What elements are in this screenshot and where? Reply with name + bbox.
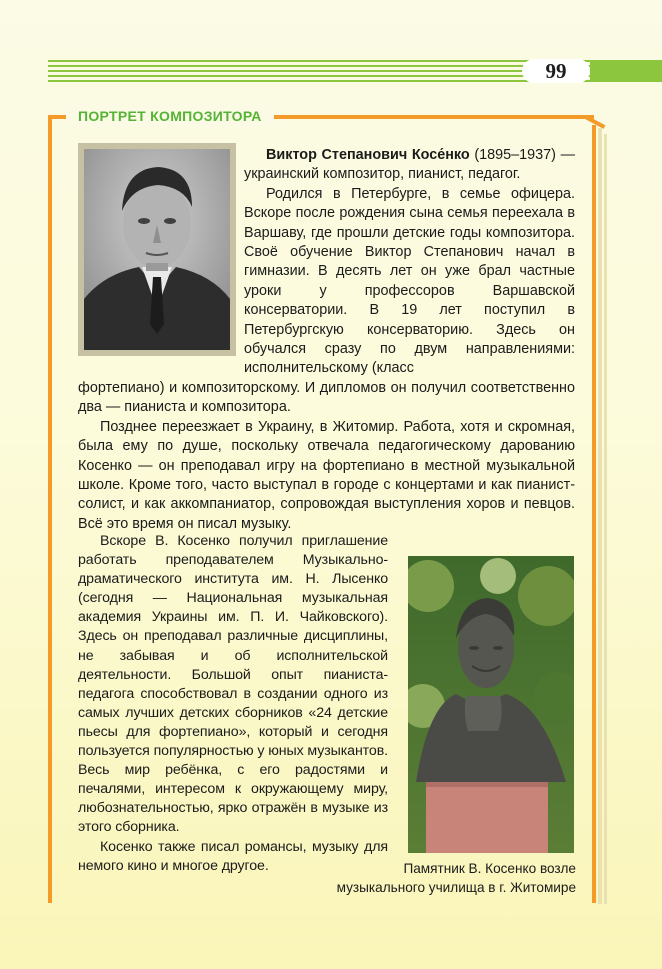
caption-line-1: Памятник В. Косенко возле bbox=[403, 861, 576, 876]
section-title: ПОРТРЕТ КОМПОЗИТОРА bbox=[66, 105, 274, 127]
composer-portrait bbox=[78, 143, 236, 356]
narrow-text-block bbox=[78, 532, 388, 876]
page-tab-bar bbox=[590, 62, 662, 80]
page-number: 99 bbox=[522, 59, 590, 83]
monument-image bbox=[408, 556, 574, 853]
intro-text-block bbox=[244, 146, 575, 379]
paragraph-3: Вскоре В. Косенко получил приглашение работать преподавателем Музыкально-драматического института им. Н. Лысенко (сегодня — Национальная музыкальная академия Украины им. П. И. Чайковского). Здесь он преподавал различные дисциплины, не забывая и об исполнительской деятельности. Большой опыт пианиста-педагога способствовал в создании одного из самых лучших детских сборников «24 детские пьесы для фортепиано», который и сегодня пользуется популярностью у юных музыкантов. Весь мир ребёнка, с его радостями и печалями, интересом к окружающему миру, любознательностью, ярко отражён в музыке из этого сборника. bbox=[78, 533, 388, 836]
full-width-text-block bbox=[78, 379, 575, 534]
paragraph-1: Родился в Петербурге, в семье офицера. Вскоре после рождения сына семья переехала в Варшаву, где прошли детские годы композитора. Своё обучение Виктор Степанович начал в гимназии. В десять лет он уже брал частные уроки у профессоров Варшавской консерватории. В 19 лет поступил в Петербургскую консерваторию. Здесь он обучался сразу по двум направлениями: исполнительскому (класс bbox=[244, 185, 575, 377]
photo-caption bbox=[300, 860, 576, 897]
paragraph-1-continued: фортепиано) и композиторскому. И дипломов он получил соответственно два — пианиста и композитора. bbox=[78, 380, 575, 416]
frame-right-border bbox=[592, 125, 596, 903]
caption-line-2: музыкального училища в г. Житомире bbox=[336, 879, 576, 895]
portrait-image bbox=[84, 149, 230, 350]
page-edge-2 bbox=[604, 134, 607, 904]
frame-left-border bbox=[48, 115, 52, 903]
composer-name: Виктор Степанович Косе́нко bbox=[266, 147, 470, 163]
composer-dates: (1895–1937) — украинский композитор, пианист, педагог. bbox=[244, 147, 575, 183]
paragraph-2: Позднее переезжает в Украину, в Житомир. Работа, хотя и скромная, была ему по душе, поскольку отвечала педагогическому дарованию Косенко — он преподавал игру на фортепиано в местной музыкальной школе. Кроме того, часто выступал в городе с концертами и как пианист-солист, и как аккомпаниатор, сопровождая выступления хоров и певцов. Всё это время он писал музыку. bbox=[78, 418, 575, 532]
paragraph-4: Косенко также писал романсы, музыку для немого кино и многое другое. bbox=[78, 838, 388, 874]
page-edge-1 bbox=[598, 128, 602, 904]
